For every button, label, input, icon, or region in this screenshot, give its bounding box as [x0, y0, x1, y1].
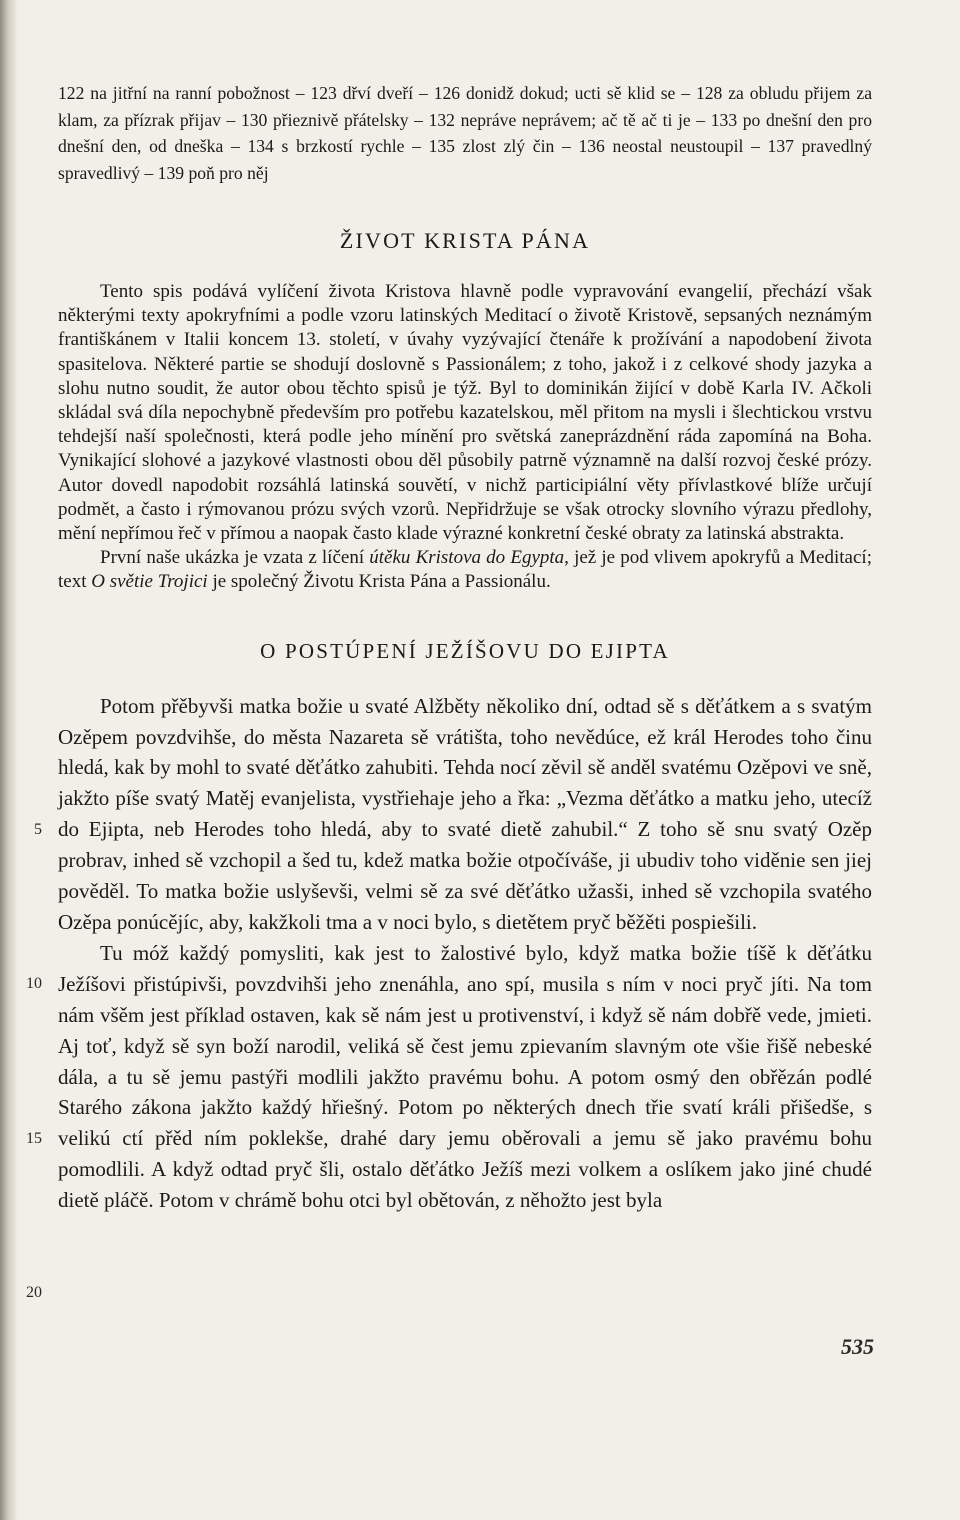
excerpt-paragraph-2: Tu móž každý pomysliti, kak jest to žalostivé bylo, když matka božie tíšě k děťátku Ježíšovi přistúpivši, povzdvihši jeho znenáhla, ano spí, musila s ním v noci pryč jíti. Na tom nám všěm jest příklad ostaven, kak sě nám jest u protivenství, i když sě nám dobřě vede, jmieti. Aj toť, když sě syn boží narodil, veliká sě čest jemu zpievaním slavným ote všie řišě nebeské dála, a tu sě jemu pastýři modlili jakžto pravému bohu. A potom osmý den obřězán podlé Starého zákona jakžto každý hřiešný. Potom po některých dnech třie svatí králi přišedše, s velikú ctí přěd ním poklekše, drahé dary jemu oběrovali a jemu sě jako pravému bohu pomodlili. A když odtad pryč šli, ostalo děťátko Ježíš mezi volkem a oslíkem jako jiné chudé dietě pláčě. Potom v chrámě bohu otci byl obětován, z něhožto jest byla: [58, 940, 872, 1213]
line-number: 15: [26, 1129, 42, 1147]
intro-p2-text-a: První naše ukázka je vzata z líčení: [100, 547, 370, 569]
intro-paragraph-1: Tento spis podává vylíčení života Kristova hlavně podle vypravování evangelií, přechází však některými texty apokryfními a podle vzoru latinských Meditací o životě Kristově, sepsaných neznámým františkánem v Italii koncem 13. století, v úvahy vyzývající čtenáře k prožívání a napodobení života spasitelova. Některé partie se shodují doslovně s Passionálem; z toho, jakož i z celkové shody jazyka a slohu nutno soudit, že autor obou těchto spisů je týž. Byl to dominikán žijící v době Karla IV. Ačkoli skládal svá díla nepochybně především pro potřebu kazatelskou, měl přitom na mysli i šlechtickou vrstvu tehdejší naší společnosti, která podle jeho mínění pro světská zaneprázdnění ráda zapomíná na Boha. Vynikající slohové a jazykové vlastnosti obou děl působily patrně významně na další rozvoj české prózy. Autor dovedl napodobit rozsáhlá latinská souvětí, v nichž participiální věty přívlastkové blíže určují podmět, a často i rýmovanou prózu svých vzorů. Nepřidržuje se však otrocky slovního výrazu předlohy, mění nepřímou řeč v přímou a naopak často klade výrazné konkretní české obraty za latinská abstrakta.: [58, 281, 872, 545]
book-gutter-shadow: [0, 0, 18, 1520]
section-title: ŽIVOT KRISTA PÁNA: [339, 228, 591, 253]
glossary-notes: [58, 80, 872, 186]
line-number: 10: [26, 974, 42, 992]
intro-paragraph-2: [58, 546, 872, 594]
intro-p2-italic-2: O světie Trojici: [91, 571, 208, 593]
intro-p2-text-c: je společný Životu Krista Pána a Passionálu.: [207, 571, 551, 593]
excerpt-title: O POSTÚPENÍ JEŽÍŠOVU DO EJIPTA: [260, 638, 670, 663]
intro-p2-text-b: , jež je pod vlivem apokryfů a Meditací; text: [58, 547, 872, 593]
excerpt-paragraph-1: Potom přěbyvši matka božie u svaté Alžběty několiko dní, odtad sě s děťátkem a s svatým Ozěpem povzdvihše, do města Nazareta sě vrátišta, toho nevědúce, ež král Herodes toho činu hledá, kak by mohl to svaté děťátko zahubiti. Tehda nocí zěvil sě anděl svatému Ozěpovi ve sně, jakžto píše svatý Matěj evanjelista, vystřiehaje jeho a řka: „Vezma děťátko a matku jeho, utecíž do Ejipta, neb Herodes toho hledá, aby to svaté dietě zahubil.“ Z toho sě snu svatý Ozěp probrav, inhed sě vzchopil a šed tu, kdež matka božie otpočíváše, ji ubudiv toho viděnie sen jiej pověděl. To matka božie uslyševši, velmi sě za své děťátko užasši, inhed sě vzchopila svatého Ozěpa ponúcějíc, aby, kakžkoli tma a v noci bylo, s dietětem pryč běžěti pospiešili.: [58, 693, 872, 934]
intro-p2-italic-1: útěku Kristova do Egypta: [369, 547, 565, 569]
line-number: 20: [26, 1283, 42, 1301]
line-number: 5: [34, 820, 42, 838]
book-page: [26, 80, 872, 1301]
excerpt-text: [26, 691, 872, 1301]
section-intro: [58, 280, 872, 595]
page-number: 535: [841, 1334, 874, 1359]
glossary-text: 122 na jitřní na ranní pobožnost – 123 dřví dveří – 126 donidž dokud; ucti sě klid se – 128 za obludu přijem za klam, za přízrak přijav – 130 přieznivě přátelsky – 132 nepráve neprávem; ač tě ač ti je – 133 po dnešní den pro dnešní den, od dneška – 134 s brzkostí rychle – 135 zlost zlý čin – 136 neostal neustoupil – 137 pravedlný spravedlivý – 139 poň pro něj: [58, 83, 872, 183]
